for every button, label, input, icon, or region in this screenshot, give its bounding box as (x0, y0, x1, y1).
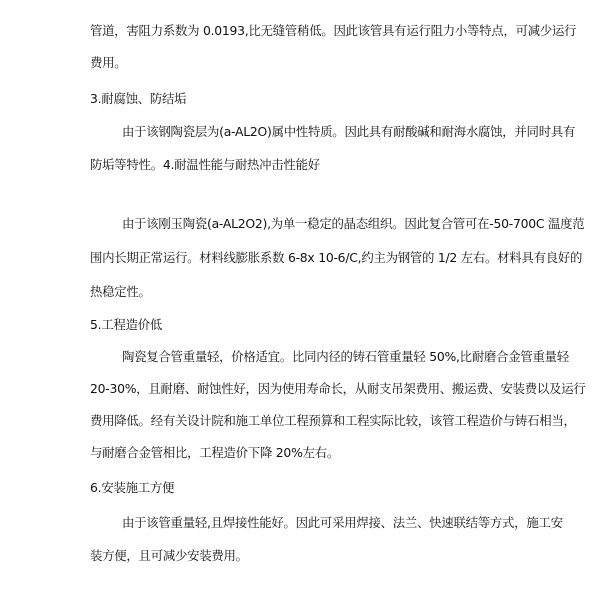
paragraph-line: 管道，害阻力系数为 0.0193,比无缝管稍低。因此该管具有运行阻力小等特点，可减少运行 (90, 23, 577, 38)
paragraph-line: 热稳定性。 (90, 284, 151, 299)
paragraph-line: 费用降低。经有关设计院和施工单位工程预算和工程实际比较，该管工程造价与铸石相当， (90, 413, 576, 428)
paragraph-line: 费用。 (90, 55, 127, 70)
paragraph-line: 由于该钢陶瓷层为(a-AL2O)属中性特质。因此具有耐酸碱和耐海水腐蚀，并同时具有 (122, 124, 576, 139)
paragraph-line: 20-30%，且耐磨、耐蚀性好，因为使用寿命长，从耐支吊架费用、搬运费、安装费以及运行 (90, 381, 586, 396)
paragraph-line: 与耐磨合金管相比，工程造价下降 20%左右。 (90, 445, 340, 460)
section-heading-installation: 6.安装施工方便 (90, 480, 175, 495)
paragraph-line: 围内长期正常运行。材料线膨胀系数 6-8x 10-6/C,约主为钢管的 1/2 左右。材料具有良好的 (90, 250, 583, 265)
paragraph-line: 装方便，且可减少安装费用。 (90, 548, 248, 563)
section-heading-corrosion: 3.耐腐蚀、防结垢 (90, 91, 187, 106)
paragraph-line: 陶瓷复合管重量轻，价格适宜。比同内径的铸石管重量轻 50%,比耐磨合金管重量轻 (122, 349, 569, 364)
section-heading-cost: 5.工程造价低 (90, 317, 163, 332)
paragraph-line: 防垢等特性。4.耐温性能与耐热冲击性能好 (90, 157, 320, 172)
paragraph-line: 由于该管重量轻,且焊接性能好。因此可采用焊接、法兰、快速联结等方式，施工安 (122, 515, 563, 530)
paragraph-line: 由于该刚玉陶瓷(a-AL2O2),为单一稳定的晶态组织。因此复合管可在-50-700C 温度范 (122, 216, 585, 231)
